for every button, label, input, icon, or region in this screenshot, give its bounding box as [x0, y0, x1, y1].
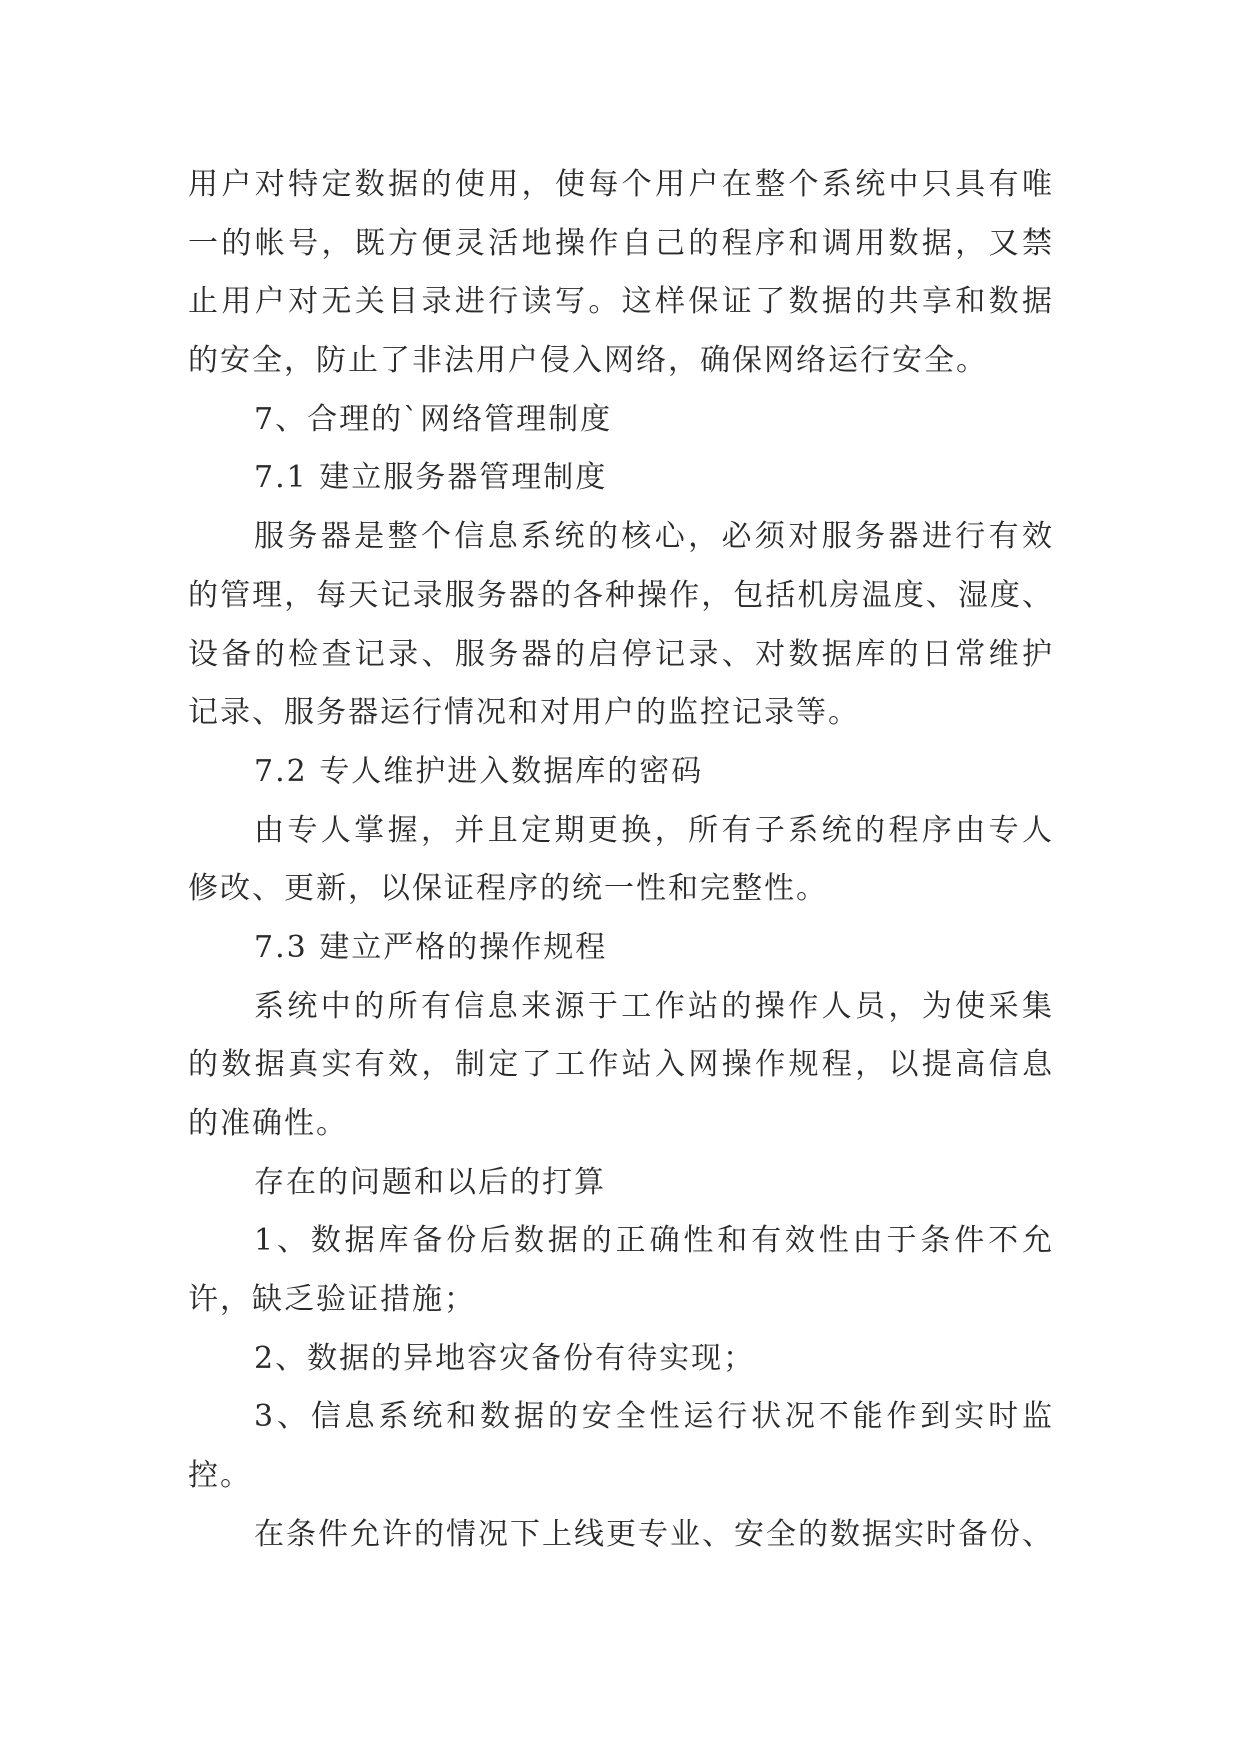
text-line: 控。	[188, 1458, 252, 1494]
text-line: 修改、更新，以保证程序的统一性和完整性。	[188, 871, 828, 907]
text-line: 许，缺乏验证措施；	[188, 1282, 476, 1318]
paragraph	[188, 1330, 1054, 1389]
text-line: 的安全，防止了非法用户侵入网络，确保网络运行安全。	[188, 343, 988, 379]
text-line: 3、信息系统和数据的安全性运行状况不能作到实时监	[254, 1399, 1054, 1435]
paragraph	[188, 391, 1054, 450]
text-line: 设备的检查记录、服务器的启停记录、对数据库的日常维护	[188, 636, 1054, 672]
paragraph	[188, 802, 1054, 919]
text-line: 止用户对无关目录进行读写。这样保证了数据的共享和数据	[188, 284, 1054, 320]
text-line: 7.1 建立服务器管理制度	[254, 460, 608, 496]
text-line: 服务器是整个信息系统的核心，必须对服务器进行有效	[254, 519, 1054, 555]
paragraph	[188, 743, 1054, 802]
text-line: 的数据真实有效，制定了工作站入网操作规程，以提高信息	[188, 1047, 1054, 1083]
paragraph	[188, 449, 1054, 508]
text-line: 记录、服务器运行情况和对用户的监控记录等。	[188, 695, 860, 731]
text-line: 7、合理的`网络管理制度	[254, 401, 613, 437]
paragraph	[188, 978, 1054, 1154]
text-line: 7.2 专人维护进入数据库的密码	[254, 753, 704, 789]
paragraph	[188, 508, 1054, 743]
text-line: 2、数据的异地容灾备份有待实现；	[254, 1340, 756, 1376]
text-line: 的准确性。	[188, 1106, 348, 1141]
paragraph	[188, 1212, 1054, 1329]
text-line: 7.3 建立严格的操作规程	[254, 929, 608, 965]
paragraph	[188, 156, 1054, 391]
paragraph	[188, 1388, 1054, 1505]
paragraph	[188, 919, 1054, 978]
text-line: 1、数据库备份后数据的正确性和有效性由于条件不允	[254, 1223, 1054, 1259]
text-line: 存在的问题和以后的打算	[254, 1164, 606, 1200]
text-line: 系统中的所有信息来源于工作站的操作人员，为使采集	[254, 988, 1054, 1024]
text-line: 一的帐号，既方便灵活地操作自己的程序和调用数据，又禁	[188, 225, 1054, 261]
document-body	[188, 156, 1054, 1565]
text-line: 用户对特定数据的使用，使每个用户在整个系统中只具有唯	[188, 167, 1054, 202]
paragraph	[188, 1506, 1054, 1565]
text-line: 由专人掌握，并且定期更换，所有子系统的程序由专人	[254, 812, 1054, 848]
text-line: 的管理，每天记录服务器的各种操作，包括机房温度、湿度、	[188, 577, 1054, 613]
text-line: 在条件允许的情况下上线更专业、安全的数据实时备份、	[254, 1516, 1054, 1552]
paragraph	[188, 1154, 1054, 1213]
